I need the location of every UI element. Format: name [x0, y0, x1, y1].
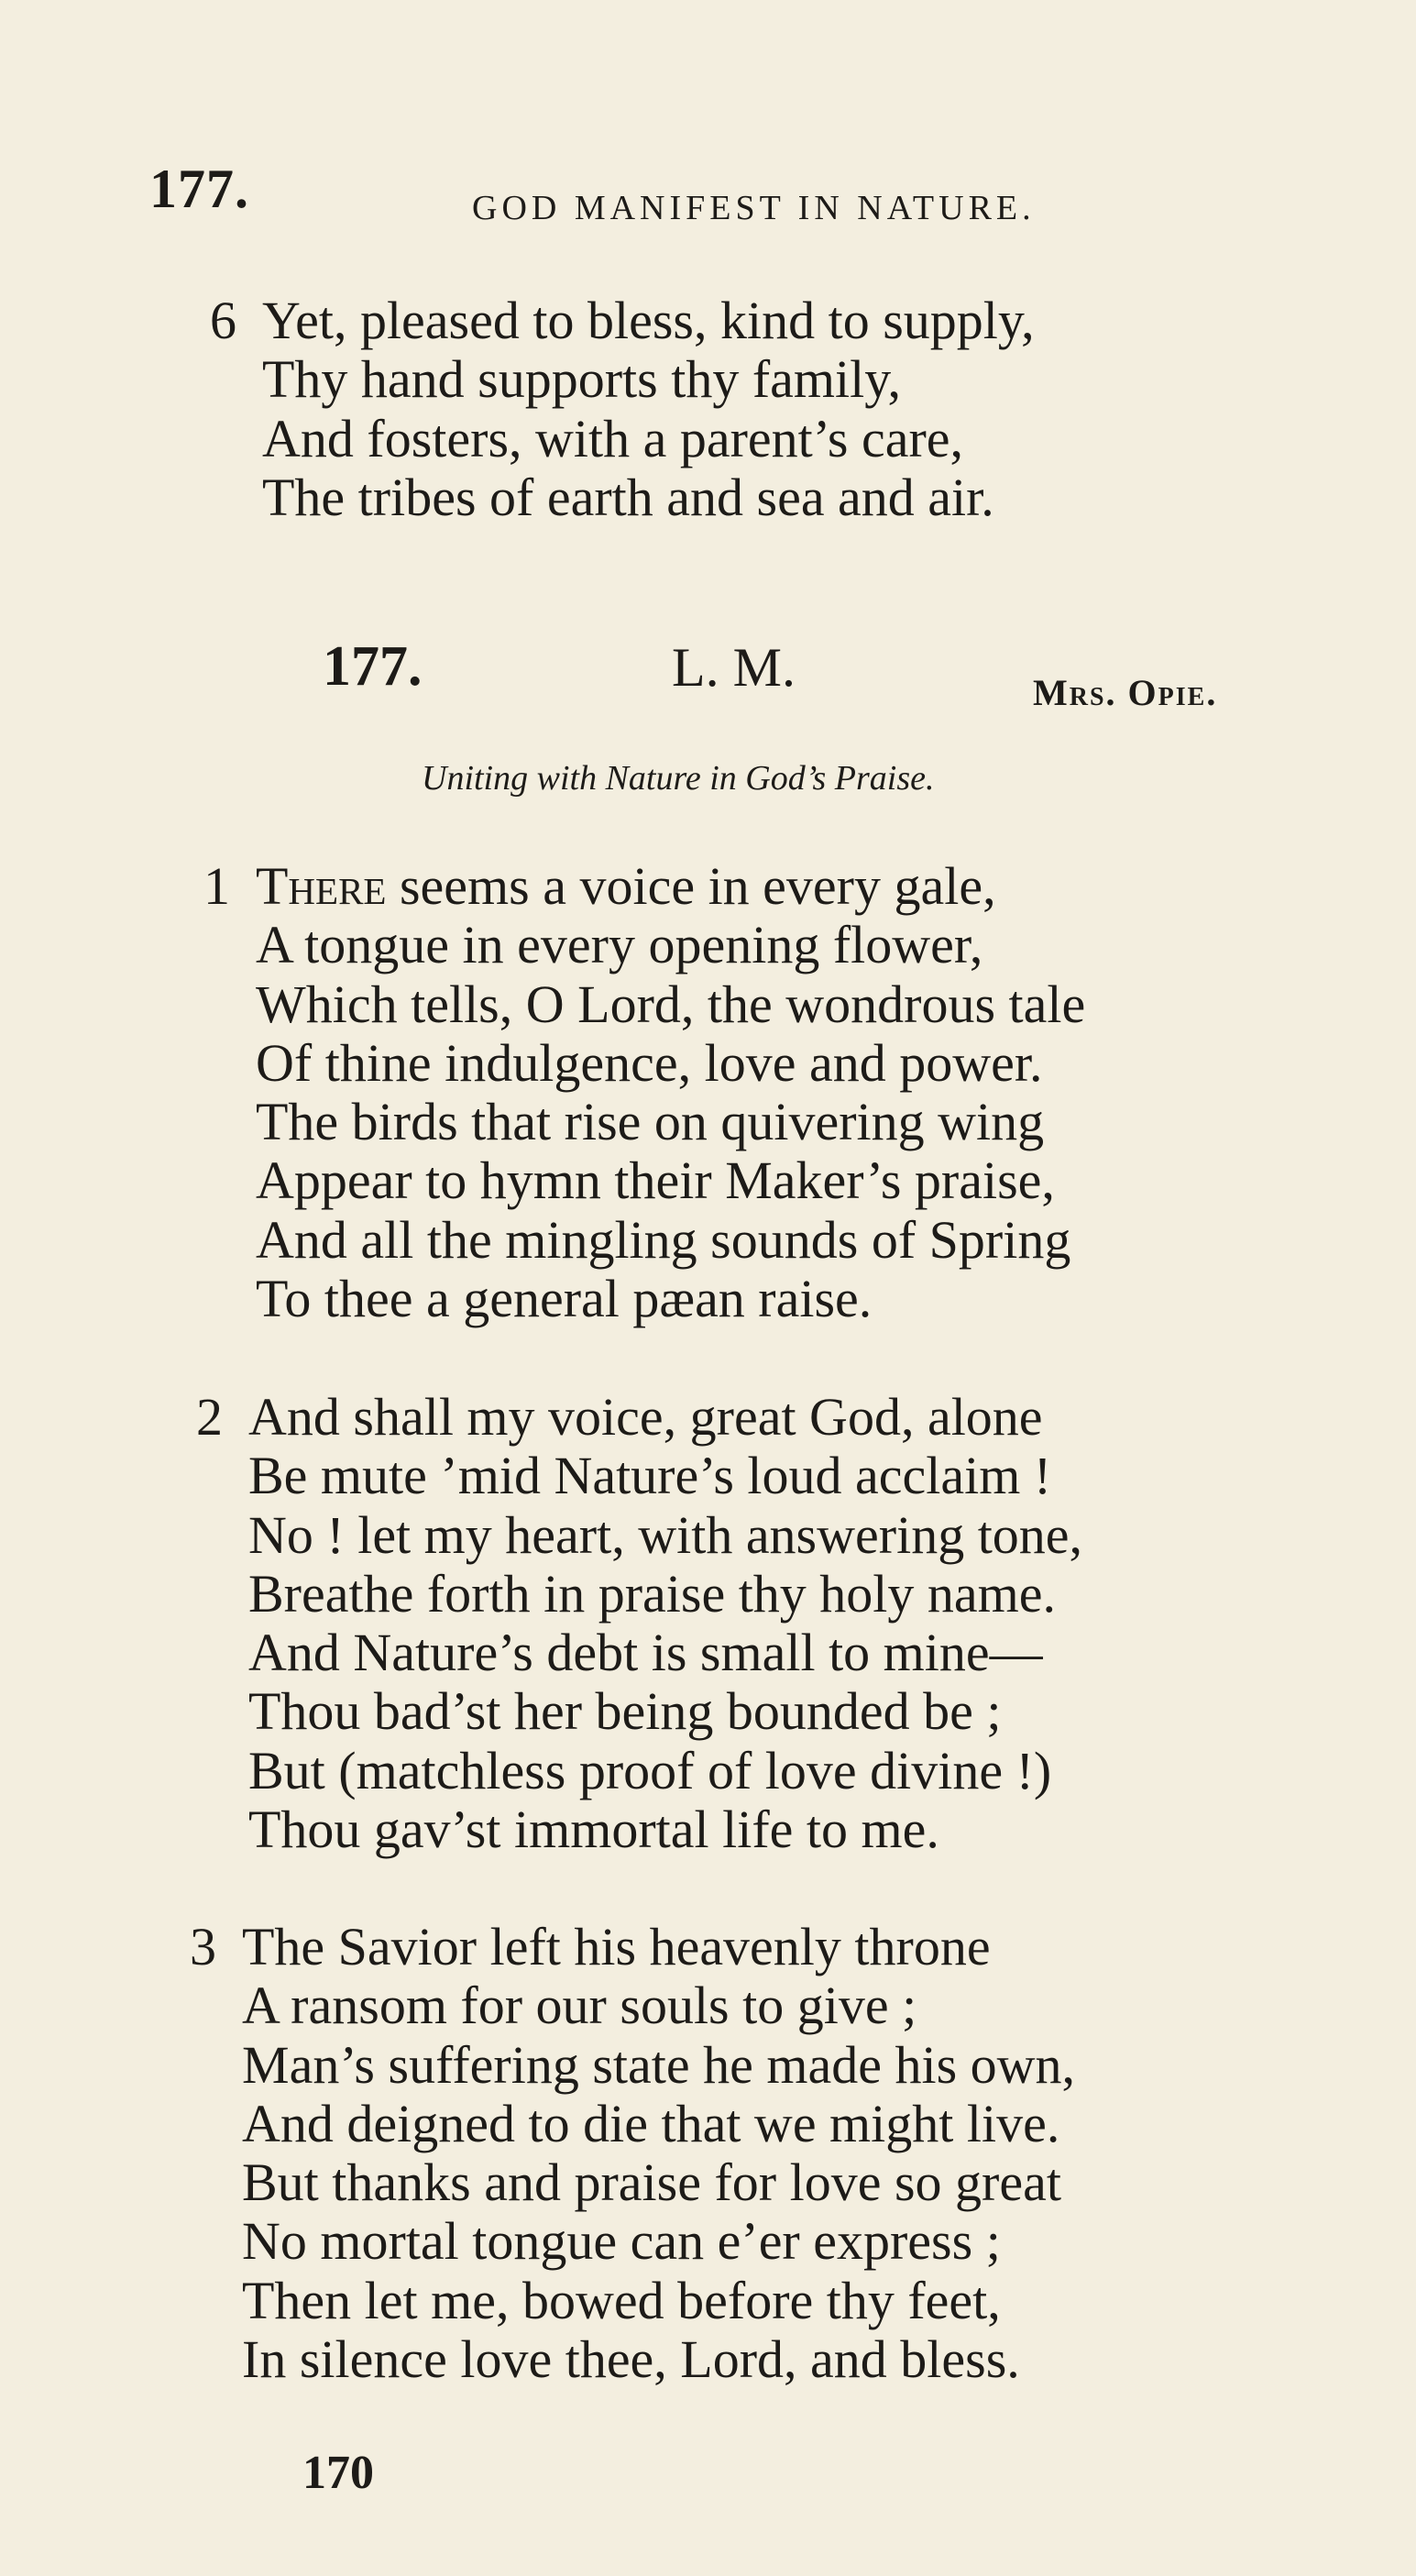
- verse-line: The tribes of earth and sea and air.: [262, 467, 994, 527]
- verse-line: To thee a general pæan raise.: [256, 1269, 873, 1329]
- stanza-number: 2: [196, 1387, 223, 1447]
- verse-line: Breathe forth in praise thy holy name.: [248, 1563, 1057, 1624]
- verse-line: [196, 1387, 1082, 1447]
- verse-text: Yet, pleased to bless, kind to supply,: [262, 291, 1035, 350]
- page-number: 170: [302, 2447, 374, 2499]
- verse-text: seems a voice in every gale,: [386, 856, 996, 916]
- verse-line: Of thine indulgence, love and power.: [256, 1032, 1043, 1093]
- verse-line: No mortal tongue can e’er express ;: [242, 2211, 1001, 2272]
- verse-line: And Nature’s debt is small to mine—: [248, 1623, 1043, 1683]
- verse-line: Thou bad’st her being bounded be ;: [248, 1681, 1002, 1742]
- verse-line: Thou gav’st immortal life to me.: [248, 1800, 939, 1860]
- verse-line: And fosters, with a parent’s care,: [262, 408, 964, 468]
- verse-line: And deigned to die that we might live.: [242, 2093, 1060, 2153]
- first-word: There: [256, 856, 387, 916]
- hymn-subtitle: Uniting with Nature in God’s Praise.: [422, 759, 935, 798]
- hymn-author: Mrs. Opie.: [1033, 672, 1218, 713]
- stanza-number: 1: [203, 856, 230, 916]
- verse-line: [203, 856, 1085, 916]
- stanza-number: 6: [210, 291, 236, 350]
- verse-text: And shall my voice, great God, alone: [248, 1387, 1043, 1447]
- hymn-stanza-3: [190, 1917, 1076, 2390]
- hymn-number: 177.: [323, 635, 423, 698]
- verse-line: [210, 291, 1035, 350]
- hymn-stanza-1: [203, 856, 1086, 1329]
- verse-line: In silence love thee, Lord, and bless.: [242, 2329, 1020, 2390]
- verse-line: Man’s suffering state he made his own,: [242, 2034, 1076, 2095]
- verse-line: And all the mingling sounds of Spring: [256, 1209, 1071, 1270]
- running-head-title: GOD MANIFEST IN NATURE.: [472, 189, 1036, 227]
- verse-line: Then let me, bowed before thy feet,: [242, 2270, 1001, 2330]
- verse-line: A ransom for our souls to give ;: [242, 1976, 917, 2036]
- verse-line: No ! let my heart, with answering tone,: [248, 1504, 1083, 1565]
- verse-line: [190, 1917, 1075, 1976]
- verse-line: But (matchless proof of love divine !): [248, 1740, 1052, 1800]
- stanza-number: 3: [190, 1917, 216, 1976]
- verse-text: The Savior left his heavenly throne: [242, 1917, 991, 1976]
- verse-line: Appear to hymn their Maker’s praise,: [256, 1150, 1055, 1211]
- verse-line: Which tells, O Lord, the wondrous tale: [256, 974, 1086, 1034]
- verse-line: The birds that rise on quivering wing: [256, 1092, 1045, 1152]
- previous-hymn-stanza: [210, 291, 1035, 527]
- verse-line: But thanks and praise for love so great: [242, 2152, 1061, 2213]
- verse-line: Be mute ’mid Nature’s loud acclaim !: [248, 1446, 1052, 1506]
- hymn-meter: L. M.: [672, 637, 796, 698]
- running-head-hymn-number: 177.: [149, 159, 249, 219]
- hymn-stanza-2: [196, 1387, 1083, 1860]
- verse-line: A tongue in every opening flower,: [256, 915, 983, 975]
- verse-line: Thy hand supports thy family,: [262, 349, 901, 410]
